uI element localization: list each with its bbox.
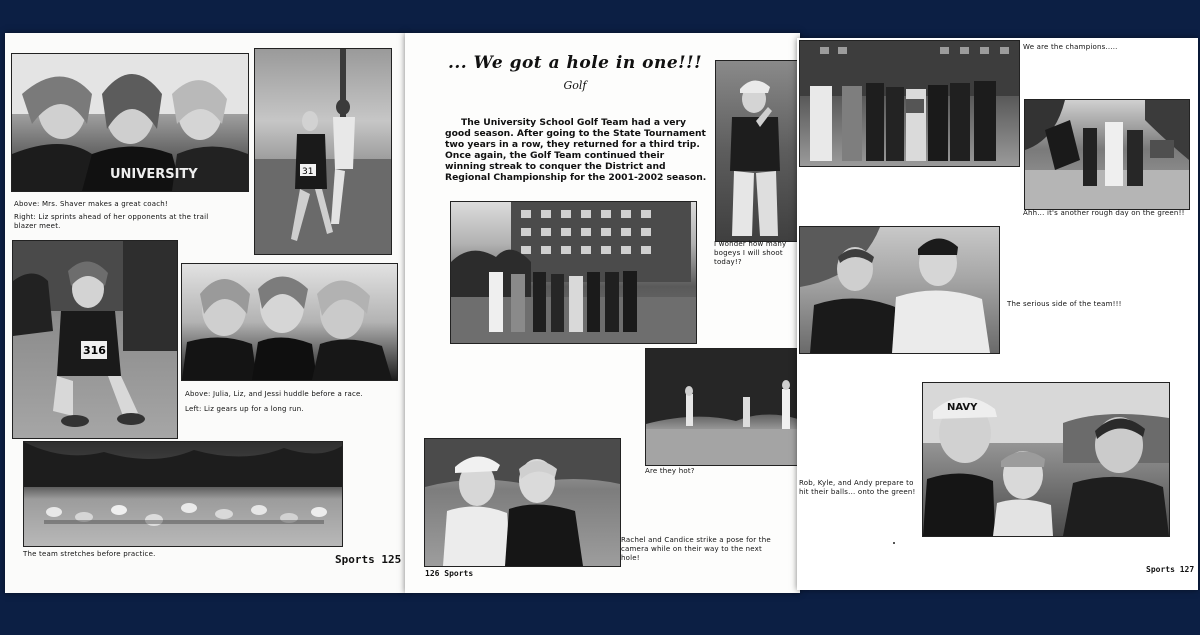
caption-balls: Rob, Kyle, and Andy prepare to hit their balls... onto the green! <box>799 479 916 496</box>
race-bib-2: 316 <box>83 344 106 357</box>
page-number-125: Sports 125 <box>335 553 402 566</box>
photo-team-stretch <box>23 441 343 547</box>
caption-rough: Ahh... it's another rough day on the green!! <box>1023 209 1185 217</box>
caption-champions: We are the champions..... <box>1023 43 1118 51</box>
photo-rob-kyle-andy <box>922 382 1170 537</box>
decorative-dot <box>893 542 895 544</box>
page-number-127: Sports 127 <box>1146 565 1195 574</box>
photo-huddle <box>181 263 398 381</box>
caption-hot: Are they hot? <box>645 467 695 475</box>
photo-coach-trio <box>11 53 249 192</box>
photo-golfer-bogeys <box>715 60 799 242</box>
photo-rachel-candice <box>424 438 621 567</box>
photo-are-they-hot <box>645 348 799 466</box>
page-sports-126 <box>405 33 800 593</box>
cap-lettering: NAVY <box>947 402 978 413</box>
photo-rough-day <box>1024 99 1190 210</box>
caption-sprint: Right: Liz sprints ahead of her opponents at the trail blazer meet. <box>14 213 209 230</box>
page-sports-127 <box>797 38 1198 590</box>
caption-pose: Rachel and Candice strike a pose for the camera while on their way to the next hole! <box>621 536 771 562</box>
page-title: ... We got a hole in one!!! <box>447 53 703 73</box>
page-number-126: 126 Sports <box>425 569 474 578</box>
shirt-lettering: UNIVERSITY <box>110 167 198 182</box>
caption-huddle: Above: Julia, Liz, and Jessi huddle before a race. <box>185 390 363 398</box>
race-bib: 31 <box>302 167 314 177</box>
photo-gearing-up <box>12 240 178 439</box>
caption-coach: Above: Mrs. Shaver makes a great coach! <box>14 200 168 208</box>
caption-gear: Left: Liz gears up for a long run. <box>185 405 304 413</box>
photo-golf-team-building <box>450 201 697 344</box>
caption-serious: The serious side of the team!!! <box>1007 300 1122 308</box>
photo-trail-sprint <box>254 48 392 255</box>
page-sports-125 <box>5 33 405 593</box>
page-subtitle: Golf <box>563 79 587 92</box>
photo-champions <box>799 40 1020 167</box>
photo-serious-side <box>799 226 1000 354</box>
caption-bogeys: I wonder how many bogeys I will shoot today!? <box>714 240 787 266</box>
caption-stretch: The team stretches before practice. <box>23 550 156 558</box>
article-body: The University School Golf Team had a very good season. After going to the State Tournament two years in a row, they returned for a third trip. Once again, the Golf Team continued their winning streak to conquer the District and Regional Championship for the 2001-2002 season. <box>445 117 707 183</box>
